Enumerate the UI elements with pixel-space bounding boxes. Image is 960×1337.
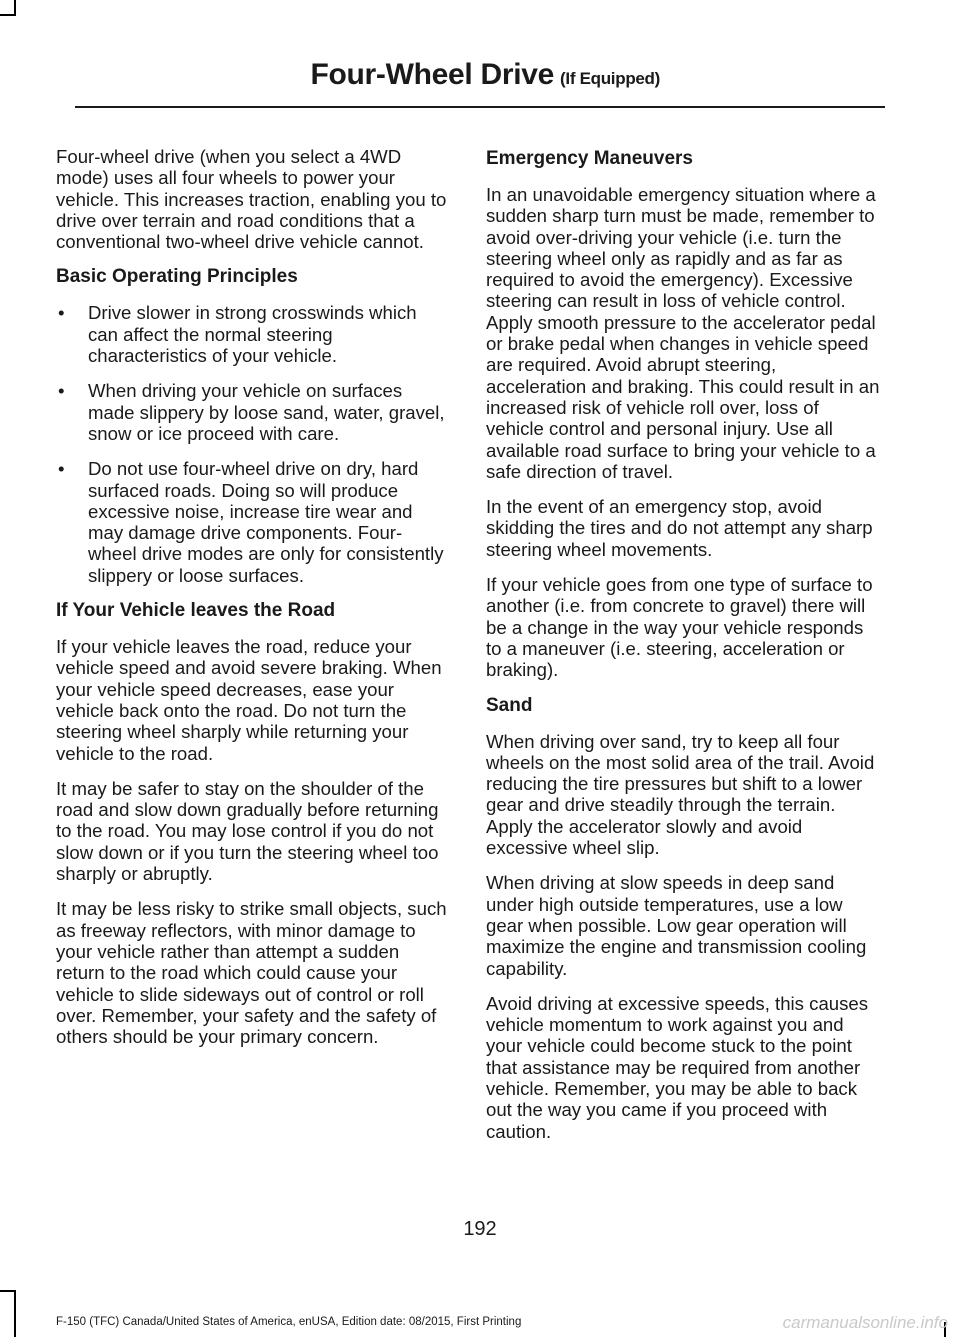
page-title-text: Four-Wheel Drive <box>310 58 555 91</box>
paragraph: If your vehicle leaves the road, reduce your vehicle speed and avoid severe braking. When your vehicle speed decreases, ease your vehicle back onto the road. Do not turn the steering wheel sharply while returning your vehicle to the road. <box>56 636 442 764</box>
page-title-suffix: (If Equipped) <box>560 69 660 88</box>
crop-mark-bottom-left-h <box>0 1290 16 1292</box>
paragraph: It may be safer to stay on the shoulder of the road and slow down gradually before returning to the road. You may lose control if you do not slow down or if you turn the steering wheel too sharply or abruptly. <box>56 777 439 885</box>
paragraph: When driving over sand, try to keep all four wheels on the most solid area of the trail. Avoid reducing the tire pressures but shift to a lower gear and drive steadily through the terrain. Apply the accelerator slowly and avoid excessive wheel slip. <box>486 730 875 859</box>
intro-paragraph: Four-wheel drive (when you select a 4WD mode) uses all four wheels to power your vehicle. This increases traction, enabling you to drive over terrain and road conditions that a conventional two-wheel drive vehicle cannot. <box>56 146 447 253</box>
section-heading-emergency-maneuvers: Emergency Maneuvers <box>486 148 693 169</box>
section-heading-basic-operating-principles: Basic Operating Principles <box>56 266 298 288</box>
paragraph: Avoid driving at excessive speeds, this causes vehicle momentum to work against you and your vehicle could become stuck to the point that assistance may be required from another vehicle. Remember, you may be able to back out the way you came if you proceed with caution. <box>486 992 869 1142</box>
paragraph: When driving at slow speeds in deep sand under high outside temperatures, use a low gear when possible. Low gear operation will maximize the engine and transmission cooling capability. <box>486 872 867 979</box>
crop-mark-top-left-h <box>0 14 16 16</box>
page-number: 192 <box>463 1218 497 1240</box>
section-heading-sand: Sand <box>486 694 533 716</box>
right-column <box>486 146 880 1156</box>
list-item: • Drive slower in strong crosswinds which can affect the normal steering characteristics of your vehicle. <box>56 302 450 366</box>
paragraph: It may be less risky to strike small objects, such as freeway reflectors, with minor damage to your vehicle rather than attempt a sudden return to the road which could cause your vehicle to slide sideways out of control or roll over. Remember, your safety and the safety of others should be your primary concern. <box>56 898 447 1048</box>
crop-mark-top-left <box>14 0 16 14</box>
list-item: • Do not use four-wheel drive on dry, hard surfaced roads. Doing so will produce excessive noise, increase tire wear and may damage drive components. Four-wheel drive modes are only for consistently slippery or loose surfaces. <box>56 458 450 586</box>
basic-principles-list <box>56 302 450 586</box>
header-divider <box>75 106 885 108</box>
paragraph: If your vehicle goes from one type of surface to another (i.e. from concrete to gravel) there will be a change in the way your vehicle responds to a maneuver (i.e. steering, acceleration or braking). <box>486 574 873 681</box>
crop-mark-bottom-left <box>14 1290 16 1337</box>
section-heading-vehicle-leaves-road: If Your Vehicle leaves the Road <box>56 600 336 622</box>
footer-edition-info: F-150 (TFC) Canada/United States of America, enUSA, Edition date: 08/2015, First Printing <box>56 1316 522 1328</box>
paragraph: In an unavoidable emergency situation where a sudden sharp turn must be made, remember to avoid over-driving your vehicle (i.e. turn the steering wheel only as rapidly and as far as required to avoid the emergency). Excessive steering can result in loss of vehicle control. Apply smooth pressure to the accelerator pedal or brake pedal when changes in vehicle speed are required. Avoid abrupt steering, acceleration and braking. This could result in an increased risk of vehicle roll over, loss of vehicle control and personal injury. Use all available road surface to bring your vehicle to a safe direction of travel. <box>486 184 880 482</box>
list-item: • When driving your vehicle on surfaces made slippery by loose sand, water, gravel, snow or ice proceed with care. <box>56 380 450 444</box>
watermark: carmanualsonline.info <box>782 1313 948 1332</box>
page-title <box>310 58 660 92</box>
left-column <box>56 146 450 1061</box>
paragraph: In the event of an emergency stop, avoid skidding the tires and do not attempt any sharp steering wheel movements. <box>486 496 873 560</box>
